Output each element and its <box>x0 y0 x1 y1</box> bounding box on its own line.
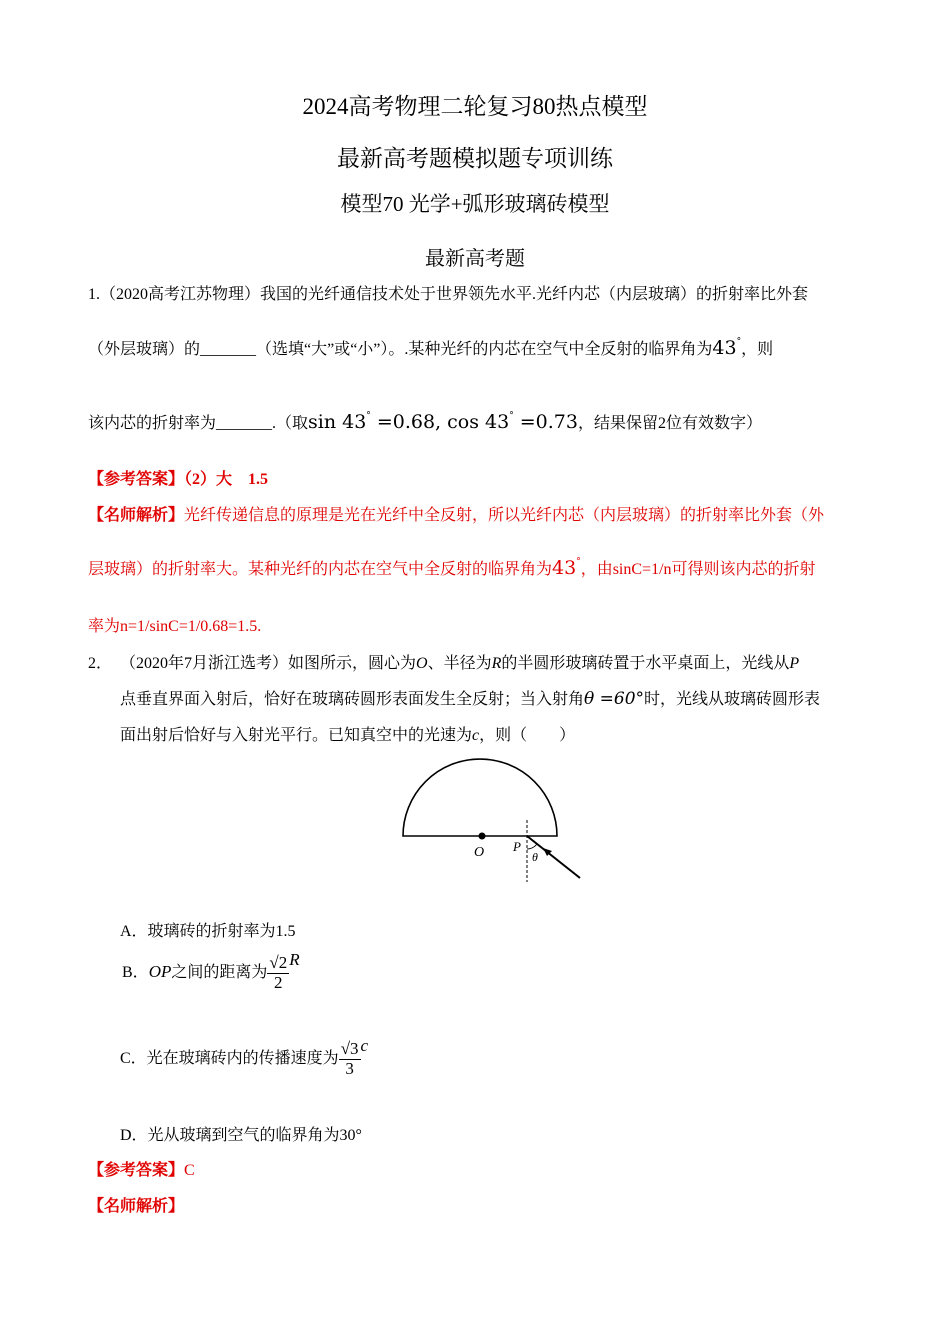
theta-equation: θ =60° <box>584 689 645 709</box>
q1-line1: 1.（2020高考江苏物理）我国的光纤通信技术处于世界领先水平.光纤内芯（内层玻璃）的折射率比外套 <box>88 286 809 303</box>
section-heading: 最新高考题 <box>425 248 525 270</box>
analysis-angle <box>552 557 581 579</box>
fraction-denominator: 3 <box>345 1058 354 1078</box>
var-R: R <box>289 950 300 969</box>
q1-line2-text: （外层玻璃）的_______（选填“大”或“小”）。.某种光纤的内芯在空气中全反射的临界角为 <box>88 341 713 358</box>
q1-analysis-l1 <box>88 502 824 525</box>
var-OP: OP <box>148 962 172 981</box>
fraction-numerator: √3 <box>340 1039 359 1059</box>
degree-mark: ° <box>509 411 514 421</box>
var-c: c <box>472 727 480 744</box>
q2-line3 <box>120 722 575 745</box>
semicircle-glass-figure <box>400 756 590 886</box>
q2-answer <box>88 1157 195 1180</box>
angle-arc <box>527 844 537 849</box>
var-P: P <box>789 655 800 672</box>
q2-analysis-label <box>88 1193 184 1216</box>
var-c: c <box>360 1036 369 1055</box>
label-P: P <box>513 839 521 854</box>
subtitle: 最新高考题模拟题专项训练 <box>337 146 613 171</box>
fraction-numerator: √2 <box>269 953 288 973</box>
analysis-label: 【名师解析】 <box>88 1198 185 1215</box>
degree-mark: ° <box>736 337 742 347</box>
var-O: O <box>416 655 428 672</box>
fraction-sqrt3-over-3 <box>339 1040 361 1078</box>
q2-text: 的半圆形玻璃砖置于水平桌面上，光线从 <box>501 655 790 672</box>
q1-angle <box>712 337 741 359</box>
q2-text: （2020年7月浙江选考）如图所示，圆心为 <box>120 655 417 672</box>
q1-angle-value: 43 <box>712 337 737 359</box>
option-c-text: C．光在玻璃砖内的传播速度为 <box>120 1050 339 1067</box>
option-c <box>120 1036 368 1079</box>
q2-text: 面出射后恰好与入射光平行。已知真空中的光速为 <box>120 727 473 744</box>
analysis-text: 层玻璃）的折射率大。某种光纤的内芯在空气中全反射的临界角为 <box>88 561 553 578</box>
analysis-label: 【名师解析】 <box>88 507 185 524</box>
q1-analysis-l3: 率为n=1/sinC=1/0.68=1.5. <box>88 618 262 635</box>
q1-line3-end: ，结果保留2位有效数字） <box>577 415 762 432</box>
q2-number: 2． <box>88 655 113 672</box>
q1-line2 <box>88 336 773 359</box>
var-R: R <box>491 655 502 672</box>
fraction-sqrt2-over-2 <box>267 954 289 992</box>
model-title: 模型70 光学+弧形玻璃砖模型 <box>340 192 610 216</box>
center-point <box>479 833 486 840</box>
q2-line2 <box>120 686 820 709</box>
answer-text: （2）大 1.5 <box>184 471 269 488</box>
answer-label: 【参考答案】 <box>88 1162 185 1179</box>
option-a: A．玻璃砖的折射率为1.5 <box>120 923 296 940</box>
option-b-label: B． <box>122 964 149 981</box>
option-b-text: 之间的距离为 <box>171 964 268 981</box>
q1-line3-text: 该内芯的折射率为_______.（取 <box>88 415 309 432</box>
q2-text: 点垂直界面入射后，恰好在玻璃砖圆形表面发生全反射；当入射角 <box>120 691 585 708</box>
analysis-text-end: ，由sinC=1/n可得则该内芯的折射 <box>580 561 816 578</box>
q1-answer <box>88 466 268 489</box>
answer-label: 【参考答案】 <box>88 471 185 488</box>
q1-line3 <box>88 410 762 433</box>
semicircle-outline <box>403 759 557 836</box>
q1-analysis-l2 <box>88 556 816 579</box>
q1-sin: sin 43 <box>308 411 367 433</box>
option-d: D．光从玻璃到空气的临界角为30° <box>120 1127 362 1144</box>
degree-mark: ° <box>576 557 581 567</box>
option-b <box>122 950 300 993</box>
analysis-text: 光纤传递信息的原理是光在光纤中全反射，所以光纤内芯（内层玻璃）的折射率比外套（外 <box>184 507 825 524</box>
label-O: O <box>474 845 485 860</box>
q1-math <box>308 411 578 433</box>
label-theta: θ <box>532 850 538 864</box>
q1-cos: =0.68, cos 43 <box>370 411 510 433</box>
q1-cos-value: =0.73 <box>513 411 578 433</box>
degree-mark: ° <box>366 411 371 421</box>
main-title: 2024高考物理二轮复习80热点模型 <box>302 94 648 119</box>
q2-line1 <box>120 650 799 673</box>
q1-line2-end: ，则 <box>741 341 774 358</box>
q2-text: 、半径为 <box>427 655 492 672</box>
fraction-denominator: 2 <box>274 972 283 992</box>
analysis-angle-value: 43 <box>552 557 577 579</box>
answer-text: C <box>184 1162 195 1179</box>
q2-text: 时，光线从玻璃砖圆形表 <box>644 691 821 708</box>
q2-text: ，则（ ） <box>479 727 576 744</box>
